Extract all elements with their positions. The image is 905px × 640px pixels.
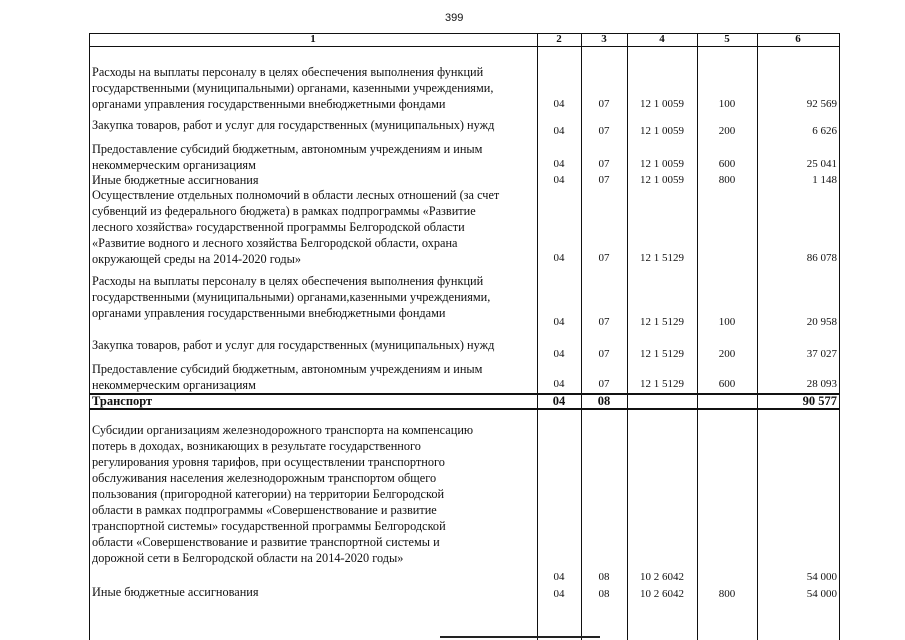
scan-edge-mark — [440, 636, 600, 638]
row-description: Иные бюджетные ассигнования — [92, 585, 259, 599]
cell-target-article: 12 1 5129 — [640, 252, 684, 264]
header-col-2: 2 — [556, 33, 562, 45]
cell-subsection: 07 — [598, 98, 610, 110]
cell-subsection: 08 — [598, 588, 610, 600]
cell-target-article: 12 1 5129 — [640, 348, 684, 360]
cell-subsection: 08 — [597, 394, 611, 408]
cell-section: 04 — [552, 394, 566, 408]
row-description: Осуществление отдельных полномочий в области лесных отношений (за счет субвенций из федерального бюджета) в рамках подпрограммы «Развитие лесного хозяйства» государственной программы Белгородской области «Развитие водного и лесного хозяйства Белгородской области, охрана окружающей среды на 2014-2020 годы» — [92, 188, 500, 266]
cell-amount: 92 569 — [806, 98, 837, 110]
cell-section: 04 — [553, 252, 565, 264]
cell-section: 04 — [553, 316, 565, 328]
cell-target-article: 12 1 5129 — [640, 316, 684, 328]
cell-section: 04 — [553, 378, 565, 390]
cell-subsection: 07 — [598, 125, 610, 137]
cell-expense-type: 100 — [718, 98, 736, 110]
row-description: Предоставление субсидий бюджетным, автономным учреждениям и иным некоммерческим организациям — [92, 142, 483, 172]
cell-expense-type: 200 — [718, 125, 736, 137]
cell-section: 04 — [553, 158, 565, 170]
cell-section: 04 — [553, 348, 565, 360]
cell-section: 04 — [553, 98, 565, 110]
cell-amount: 54 000 — [806, 588, 837, 600]
cell-subsection: 07 — [598, 378, 610, 390]
cell-section: 04 — [553, 588, 565, 600]
cell-target-article: 12 1 0059 — [640, 174, 684, 186]
cell-target-article: 12 1 0059 — [640, 98, 684, 110]
cell-target-article: 10 2 6042 — [640, 571, 684, 583]
cell-subsection: 07 — [598, 174, 610, 186]
row-description: Закупка товаров, работ и услуг для государственных (муниципальных) нужд — [92, 118, 495, 132]
cell-amount: 25 041 — [806, 158, 837, 170]
cell-amount: 1 148 — [812, 174, 837, 186]
header-col-1: 1 — [310, 33, 316, 45]
cell-target-article: 10 2 6042 — [640, 588, 684, 600]
row-description: Субсидии организациям железнодорожного транспорта на компенсацию потерь в доходах, возникающих в результате государственного регулирования уровня тарифов, при осуществлении транспортного обслуживания населения железнодорожным транспортом общего пользования (пригородной категории) на территории Белгородской области в рамках подпрограммы «Совершенствование и развитие транспортной системы» государственной программы Белгородской области «Совершенствование и развитие транспортной системы и дорожной сети в Белгородской области на 2014-2020 годы» — [92, 423, 474, 565]
cell-subsection: 08 — [598, 571, 610, 583]
cell-expense-type: 200 — [718, 348, 736, 360]
row-description: Расходы на выплаты персоналу в целях обеспечения выполнения функций государственными (муниципальными) органами,казенными учреждениями, органами управления государственными внебюджетными фондами — [92, 274, 491, 320]
cell-amount: 90 577 — [802, 394, 837, 408]
cell-expense-type: 100 — [718, 316, 736, 328]
cell-amount: 28 093 — [806, 378, 837, 390]
cell-subsection: 07 — [598, 348, 610, 360]
header-col-5: 5 — [724, 33, 730, 45]
cell-amount: 37 027 — [806, 348, 837, 360]
cell-section: 04 — [553, 571, 565, 583]
row-description: Закупка товаров, работ и услуг для государственных (муниципальных) нужд — [92, 338, 495, 352]
header-col-4: 4 — [659, 33, 665, 45]
cell-subsection: 07 — [598, 158, 610, 170]
cell-amount: 6 626 — [812, 125, 837, 137]
row-description: Предоставление субсидий бюджетным, автономным учреждениям и иным некоммерческим организациям — [92, 362, 483, 392]
row-description: Расходы на выплаты персоналу в целях обеспечения выполнения функций государственными (муниципальными) органами, казенными учреждениями, органами управления государственными внебюджетными фондами — [92, 65, 494, 111]
cell-subsection: 07 — [598, 316, 610, 328]
cell-target-article: 12 1 0059 — [640, 158, 684, 170]
cell-expense-type: 600 — [718, 158, 736, 170]
cell-amount: 86 078 — [806, 252, 837, 264]
cell-subsection: 07 — [598, 252, 610, 264]
page-number: 399 — [445, 12, 464, 24]
cell-expense-type: 600 — [718, 378, 736, 390]
row-description: Транспорт — [92, 394, 153, 408]
header-col-6: 6 — [795, 33, 801, 45]
cell-section: 04 — [553, 125, 565, 137]
cell-amount: 54 000 — [806, 571, 837, 583]
cell-target-article: 12 1 0059 — [640, 125, 684, 137]
row-description: Иные бюджетные ассигнования — [92, 173, 259, 187]
cell-section: 04 — [553, 174, 565, 186]
budget-table — [89, 33, 840, 640]
cell-amount: 20 958 — [806, 316, 837, 328]
cell-expense-type: 800 — [718, 588, 736, 600]
cell-expense-type: 800 — [718, 174, 736, 186]
header-col-3: 3 — [601, 33, 607, 45]
cell-target-article: 12 1 5129 — [640, 378, 684, 390]
